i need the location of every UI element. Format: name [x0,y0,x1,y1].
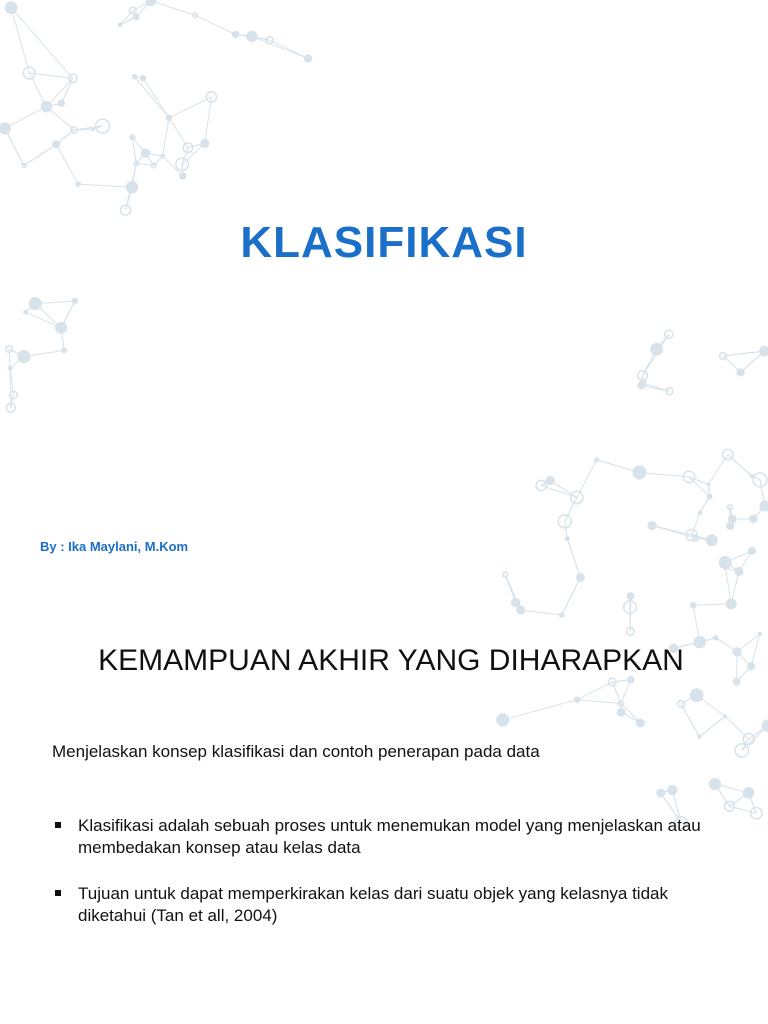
network-link [135,77,169,118]
network-node [647,521,656,530]
network-node [706,534,718,546]
network-link [56,144,78,184]
network-node [698,510,703,515]
network-node [232,31,240,39]
network-link [621,680,631,704]
network-node [667,785,677,795]
network-node [665,330,673,338]
network-node [559,612,565,618]
network-node [678,700,685,707]
network-node [726,598,737,609]
section-heading: KEMAMPUAN AKHIR YANG DIHARAPKAN [98,644,684,677]
network-node [733,677,741,685]
network-node [594,457,599,462]
network-node [52,140,60,148]
network-link [143,78,169,118]
network-node [7,365,12,370]
network-link [5,128,24,165]
network-node [160,154,165,159]
network-node [690,688,704,702]
network-link [78,184,132,187]
network-link [699,716,725,736]
network-link [205,97,212,143]
network-node [179,172,186,179]
slide-title: KLASIFIKASI [240,218,528,267]
network-node [636,719,645,728]
network-node [759,501,768,512]
network-link [641,386,669,392]
network-node [736,368,744,376]
network-link [252,36,308,58]
network-node [632,466,646,480]
network-node [0,122,11,134]
bullet-item [52,815,732,859]
network-node [496,713,509,726]
network-node [140,75,147,82]
network-node [627,592,635,600]
network-node [75,181,81,187]
network-link [24,144,56,165]
network-node [650,343,663,356]
network-node [132,74,138,80]
network-node [5,1,18,14]
network-link [565,521,568,538]
network-node [723,714,727,718]
network-link [151,1,195,15]
network-node [726,522,734,530]
network-node [713,635,719,641]
bullet-list [52,815,732,951]
network-node [697,735,701,739]
network-node [304,54,312,62]
network-link [689,477,708,485]
network-node [58,100,65,107]
network-link [521,610,562,615]
author-label: By : Ika Maylani, M.Kom [40,539,189,554]
network-link [550,481,577,498]
network-node [576,573,585,582]
network-node [118,22,123,27]
network-node [707,494,713,500]
network-node [516,605,525,614]
network-node [748,547,756,555]
network-node [656,789,665,798]
network-node [72,298,79,305]
square-bullet-icon [55,822,61,828]
bullet-text: Klasifikasi adalah sebuah proses untuk menemukan model yang menjelaskan atau membedakan konsep atau kelas data [78,816,701,857]
network-node [734,567,743,576]
network-node [126,181,138,193]
network-node [129,134,135,140]
network-node [246,31,258,43]
network-top-left [0,0,312,412]
network-node [723,566,727,570]
network-link [693,604,731,605]
square-bullet-icon [55,890,61,896]
network-link [577,700,621,704]
network-link [652,526,696,539]
network-link [577,682,612,700]
bullet-text: Tujuan untuk dapat memperkirakan kelas dari suatu objek yang kelasnya tidak diketahui (Tan et all, 2004) [78,884,668,925]
network-link [567,539,580,578]
network-link [169,97,211,118]
network-node [29,297,42,310]
network-link [689,477,710,497]
network-link [195,15,235,34]
network-node [743,787,755,799]
network-node [55,322,67,334]
network-node [61,347,67,353]
network-node [706,482,710,486]
bullet-item [52,883,732,927]
network-node [17,350,30,363]
network-node [690,602,697,609]
network-link [5,107,47,129]
network-node [23,310,28,315]
network-link [723,351,764,356]
network-node [709,778,721,790]
network-node [617,708,626,717]
network-link [503,700,578,720]
intro-text: Menjelaskan konsep klasifikasi dan contoh penerapan pada data [52,742,540,761]
network-node [22,164,26,168]
network-node [166,114,173,121]
network-node [546,476,555,485]
network-link [163,118,169,156]
network-node [758,632,762,636]
network-node [41,101,52,112]
network-node [91,127,95,131]
network-node [141,148,150,157]
network-link [562,577,581,615]
network-node [574,696,580,702]
network-link [11,8,73,79]
network-link [639,472,689,476]
network-link [681,704,699,737]
network-node [200,139,209,148]
network-node [565,536,570,541]
network-node [749,515,758,524]
